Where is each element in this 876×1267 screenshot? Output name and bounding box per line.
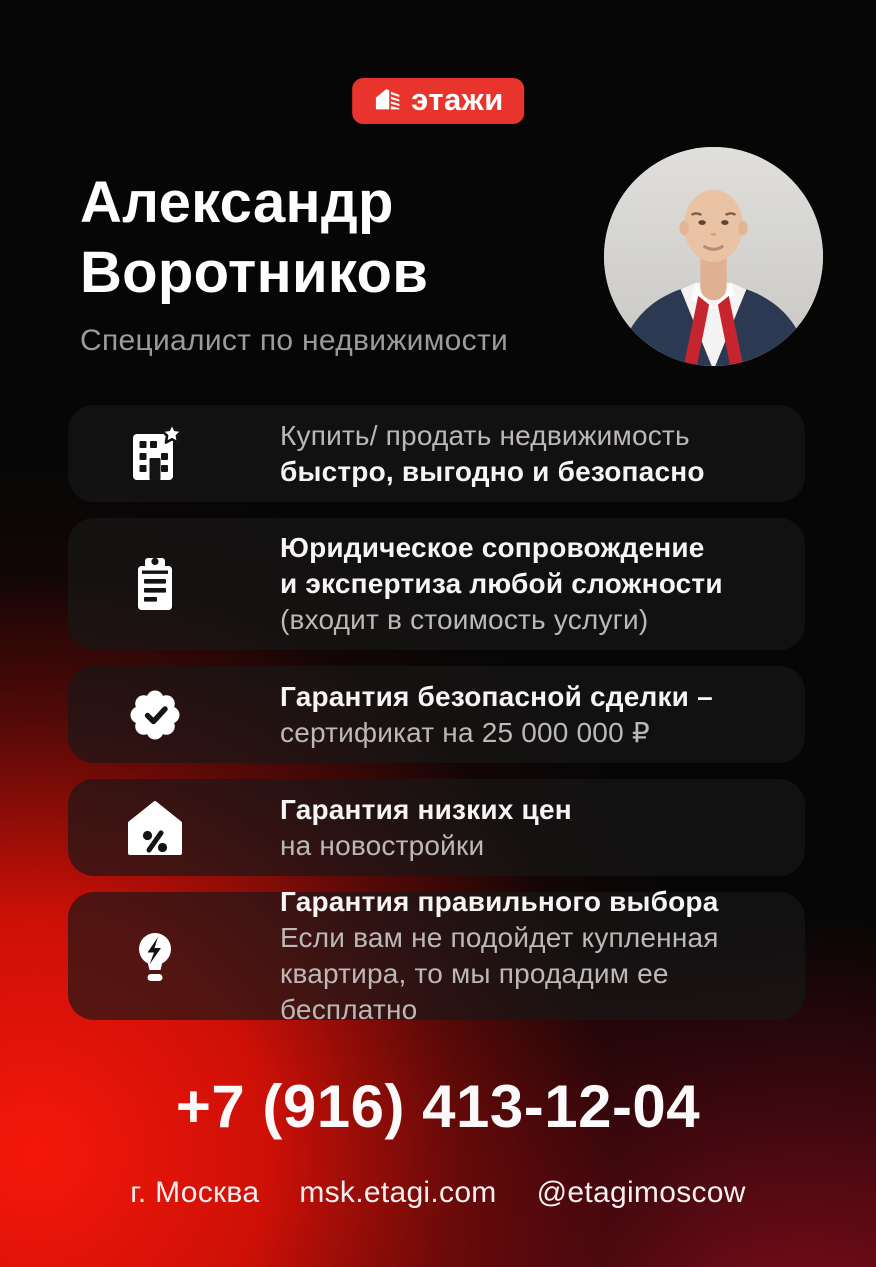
avatar (604, 147, 823, 366)
card-line: Купить/ продать недвижимость (280, 419, 690, 451)
card-low-prices (68, 779, 805, 876)
card-line: Гарантия безопасной сделки – (280, 680, 713, 712)
role-subtitle: Специалист по недвижимости (80, 324, 509, 357)
website-link[interactable]: msk.etagi.com (299, 1176, 497, 1209)
card-legal-support (68, 518, 805, 650)
card-line: и экспертиза любой сложности (280, 568, 723, 599)
card-line: Гарантия низких цен (280, 793, 572, 825)
card-line: быстро, выгодно и безопасно (280, 455, 705, 487)
card-line: Гарантия правильного выбора (280, 886, 719, 917)
last-name: Воротников (80, 240, 429, 305)
card-line: Если вам не подойдет купленная (280, 922, 719, 953)
logo-wordmark: этажи (411, 82, 504, 117)
card-line: на новостройки (280, 829, 485, 861)
city-label: г. Москва (130, 1176, 260, 1209)
social-handle[interactable]: @etagimoscow (536, 1176, 746, 1209)
building-star-icon (123, 422, 187, 486)
card-buy-sell (68, 405, 805, 502)
verified-badge-icon (123, 683, 187, 747)
card-line: квартира, то мы продадим ее бесплатно (280, 958, 669, 1025)
house-percent-icon (123, 796, 187, 860)
lightbulb-bolt-icon (123, 924, 187, 988)
phone-number[interactable]: +7 (916) 413-12-04 (175, 1073, 701, 1140)
card-safe-deal (68, 666, 805, 763)
card-right-choice (68, 886, 805, 1025)
card-line: сертификат на 25 000 000 ₽ (280, 716, 650, 748)
etagi-logo-badge (352, 78, 524, 124)
card-line: Юридическое сопровождение (280, 532, 705, 563)
feature-card-list (68, 405, 805, 1025)
card-line: (входит в стоимость услуги) (280, 604, 649, 635)
footer-contacts (0, 1176, 876, 1210)
first-name: Александр (80, 170, 394, 235)
clipboard-icon (123, 552, 187, 616)
etagi-building-icon (372, 84, 402, 119)
